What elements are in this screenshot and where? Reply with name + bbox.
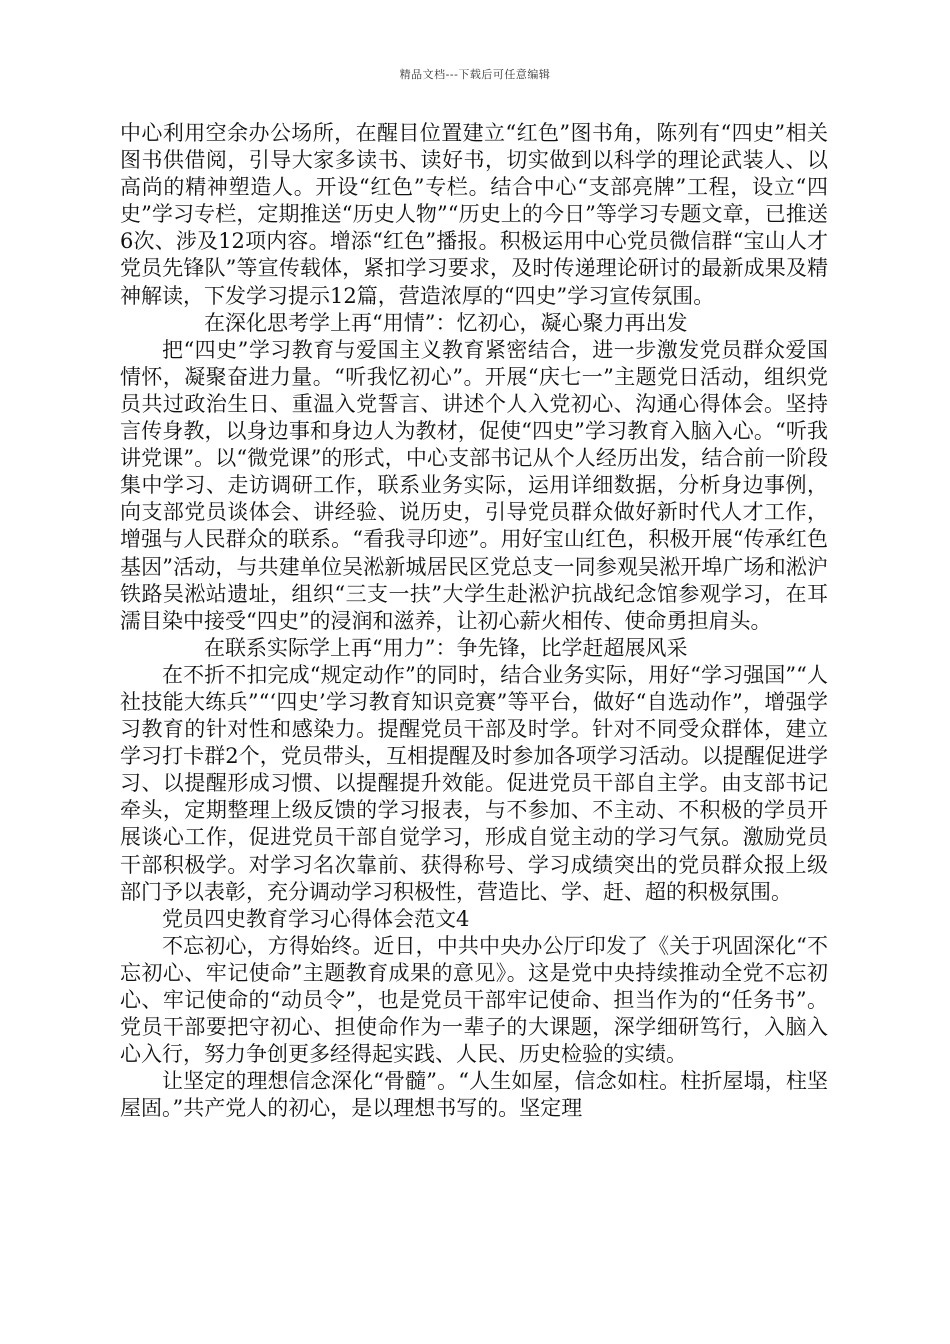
- paragraph: 中心利用空余办公场所，在醒目位置建立“红色”图书角，陈列有“四史”相关图书供借阅，引导大家多读书、读好书，切实做到以科学的理论武装人、以高尚的精神塑造人。开设“红色”专栏。结合中心“支部亮牌”工程，设立“四史”学习专栏，定期推送“历史人物”“历史上的今日”等学习专题文章，已推送6次、涉及12项内容。增添“红色”播报。积极运用中心党员微信群“宝山人才党员先锋队”等宣传载体，紧扣学习要求，及时传递理论研讨的最新成果及精神解读，下发学习提示12篇，营造浓厚的“四史”学习宣传氛围。: [120, 121, 828, 308]
- section-heading: 在深化思考学上再“用情”：忆初心，凝心聚力再出发: [204, 310, 688, 335]
- paragraph: 不忘初心，方得始终。近日，中共中央办公厅印发了《关于巩固深化“不忘初心、牢记使命”主题教育成果的意见》。这是党中央持续推动全党不忘初心、牢记使命的“动员令”，也是党员干部牢记使命、担当作为的“任务书”。党员干部要把守初心、担使命作为一辈子的大课题，深学细研笃行，入脑入心入行，努力争创更多经得起实践、人民、历史检验的实绩。: [120, 933, 828, 1067]
- paragraph: 在不折不扣完成“规定动作”的同时，结合业务实际，用好“学习强国”“人社技能大练兵”“‘四史’学习教育知识竞赛”等平台，做好“自选动作”，增强学习教育的针对性和感染力。提醒党员干部及时学。针对不同受众群体，建立学习打卡群2个，党员带头，互相提醒及时参加各项学习活动。以提醒促进学习、以提醒形成习惯、以提醒提升效能。促进党员干部自主学。由支部书记牵头，定期整理上级反馈的学习报表，与不参加、不主动、不积极的学员开展谈心工作，促进党员干部自觉学习，形成自觉主动的学习气氛。激励党员干部积极学。对学习名次靠前、获得称号、学习成绩突出的党员群众报上级部门予以表彰，充分调动学习积极性，营造比、学、赶、超的积极氛围。: [120, 662, 828, 904]
- paragraph: 把“四史”学习教育与爱国主义教育紧密结合，进一步激发党员群众爱国情怀，凝聚奋进力量。“听我忆初心”。开展“庆七一”主题党日活动，组织党员共过政治生日、重温入党誓言、讲述个人入党初心、沟通心得体会。坚持言传身教，以身边事和身边人为教材，促使“四史”学习教育入脑入心。“听我讲党课”。以“微党课”的形式，中心支部书记从个人经历出发，结合前一阶段集中学习、走访调研工作，联系业务实际，运用详细数据，分析身边事例，向支部党员谈体会、讲经验、说历史，引导党员群众做好新时代人才工作，增强与人民群众的联系。“看我寻印迹”。用好宝山红色，积极开展“传承红色基因”活动，与共建单位吴淞新城居民区党总支一同参观吴淞开埠广场和淞沪铁路吴淞站遗址，组织“三支一扶”大学生赴淞沪抗战纪念馆参观学习，在耳濡目染中接受“四史”的浸润和滋养，让初心薪火相传、使命勇担肩头。: [120, 337, 828, 633]
- article-title: 党员四史教育学习心得体会范文4: [162, 906, 470, 931]
- paragraph: 让坚定的理想信念深化“骨髓”。“人生如屋，信念如柱。柱折屋塌，柱坚屋固。”共产党人的初心，是以理想书写的。坚定理: [120, 1069, 828, 1121]
- document-body: [120, 120, 828, 1122]
- section-heading: 在联系实际学上再“用力”：争先锋，比学赶超展风采: [204, 635, 688, 660]
- page-header: 精品文档---下载后可任意编辑: [399, 68, 551, 81]
